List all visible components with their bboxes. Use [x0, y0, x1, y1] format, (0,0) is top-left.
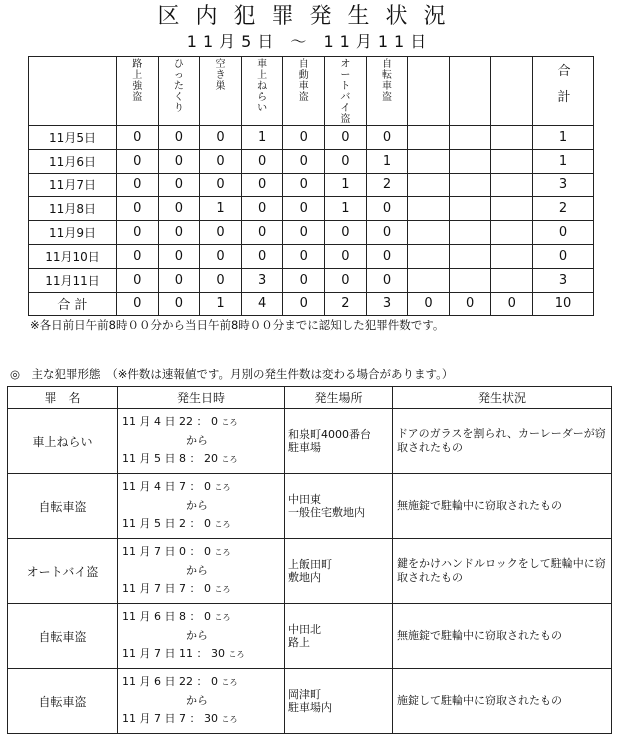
stats-column-header [325, 57, 367, 126]
stats-value-cell: 0 [325, 268, 367, 292]
place-line-2: 路上 [288, 636, 310, 649]
period: 11月5日 ～ 11月11日 [186, 32, 433, 51]
stats-value-cell [408, 221, 450, 245]
datetime-end [122, 645, 280, 664]
datetime-end [122, 515, 280, 534]
crime-name: 自転車盗 [8, 669, 118, 734]
stats-value-cell: 0 [241, 173, 283, 197]
stats-date-cell: 11月8日 [29, 197, 117, 221]
stats-value-cell [491, 268, 533, 292]
koro-label: ころ [221, 418, 238, 427]
stats-column-label: ひったくり [173, 59, 184, 114]
stats-column-label: 空き巣 [215, 59, 226, 92]
stats-total-cell: 0 [117, 292, 159, 316]
stats-value-cell: 0 [366, 126, 408, 150]
datetime-kara: から [186, 629, 208, 642]
header-datetime: 発生日時 [118, 387, 285, 409]
stats-column-label: 車上ねらい [257, 59, 268, 114]
note: ※各日前日午前8時００分から当日午前8時００分までに認知した犯罪件数です。 [30, 318, 445, 332]
stats-value-cell [491, 126, 533, 150]
stats-header-row [29, 57, 594, 126]
stats-value-cell: 0 [366, 268, 408, 292]
stats-corner-cell [29, 57, 117, 126]
koro-label: ころ [221, 455, 238, 464]
stats-row [29, 197, 594, 221]
stats-column-header [366, 57, 408, 126]
stats-value-cell: 0 [241, 244, 283, 268]
stats-value-cell: 1 [533, 149, 594, 173]
crime-datetime [118, 539, 285, 604]
stats-value-cell [408, 244, 450, 268]
stats-row [29, 221, 594, 245]
stats-value-cell [408, 173, 450, 197]
place-line-1: 岡津町 [288, 688, 321, 701]
stats-column-header [449, 57, 491, 126]
datetime-kara: から [186, 434, 208, 447]
stats-row [29, 268, 594, 292]
stats-value-cell [408, 197, 450, 221]
stats-value-cell: 0 [325, 149, 367, 173]
crime-place [285, 539, 393, 604]
crime-datetime [118, 604, 285, 669]
end-time: 11 月 7 日 7 ： 0 [122, 582, 211, 595]
stats-total-cell: 0 [408, 292, 450, 316]
stats-value-cell: 0 [283, 149, 325, 173]
stats-value-cell: 0 [283, 221, 325, 245]
stats-value-cell [408, 268, 450, 292]
koro-label: ころ [221, 715, 238, 724]
crime-status: 鍵をかけハンドルロックをして駐輪中に窃取されたもの [393, 539, 612, 604]
datetime-start [122, 608, 280, 627]
stats-value-cell: 0 [158, 197, 200, 221]
datetime-kara: から [186, 694, 208, 707]
crime-status: 無施錠で駐輪中に窃取されたもの [393, 604, 612, 669]
stats-value-cell [449, 268, 491, 292]
header-name: 罪 名 [8, 387, 118, 409]
stats-value-cell: 0 [283, 244, 325, 268]
header-place: 発生場所 [285, 387, 393, 409]
stats-value-cell: 0 [117, 197, 159, 221]
stats-column-label: 自動車盗 [298, 59, 309, 103]
stats-value-cell: 0 [283, 126, 325, 150]
stats-value-cell [449, 244, 491, 268]
stats-value-cell: 0 [533, 244, 594, 268]
stats-value-cell: 0 [158, 126, 200, 150]
stats-value-cell: 0 [117, 126, 159, 150]
stats-total-cell: 4 [241, 292, 283, 316]
koro-label: ころ [214, 520, 231, 529]
stats-value-cell: 0 [241, 221, 283, 245]
crime-name: 車上ねらい [8, 409, 118, 474]
stats-value-cell: 0 [325, 221, 367, 245]
stats-column-header [283, 57, 325, 126]
datetime-start [122, 413, 280, 432]
stats-value-cell: 1 [200, 197, 242, 221]
stats-column-label: 自転車盗 [381, 59, 392, 103]
stats-value-cell: 0 [200, 268, 242, 292]
datetime-kara: から [186, 499, 208, 512]
stats-column-label: オートバイ盗 [340, 59, 351, 125]
stats-total-cell: 1 [200, 292, 242, 316]
stats-value-cell: 0 [158, 244, 200, 268]
koro-label: ころ [221, 678, 238, 687]
stats-value-cell: 0 [200, 149, 242, 173]
crime-datetime [118, 669, 285, 734]
stats-value-cell: 0 [158, 221, 200, 245]
stats-row [29, 126, 594, 150]
stats-column-header [158, 57, 200, 126]
stats-total-cell: 0 [449, 292, 491, 316]
crime-name: 自転車盗 [8, 474, 118, 539]
stats-value-cell: 0 [241, 197, 283, 221]
stats-value-cell [491, 173, 533, 197]
stats-value-cell: 0 [325, 244, 367, 268]
crime-row [8, 409, 612, 474]
stats-column-header [491, 57, 533, 126]
stats-table [28, 56, 594, 316]
start-time: 11 月 6 日 8 ： 0 [122, 610, 211, 623]
stats-total-cell: 0 [491, 292, 533, 316]
crime-status: 施錠して駐輪中に窃取されたもの [393, 669, 612, 734]
crime-name: 自転車盗 [8, 604, 118, 669]
stats-value-cell [491, 197, 533, 221]
crime-datetime [118, 409, 285, 474]
stats-column-label: 路上強盗 [132, 59, 143, 103]
stats-date-cell: 11月6日 [29, 149, 117, 173]
stats-column-header [117, 57, 159, 126]
stats-date-cell: 11月10日 [29, 244, 117, 268]
crime-row [8, 604, 612, 669]
datetime-end [122, 580, 280, 599]
crimes-table [7, 386, 612, 734]
place-line-2: 駐車場内 [288, 701, 332, 714]
koro-label: ころ [214, 585, 231, 594]
stats-value-cell: 1 [366, 149, 408, 173]
crimes-header-row [8, 387, 612, 409]
stats-date-cell: 11月7日 [29, 173, 117, 197]
stats-value-cell: 0 [117, 149, 159, 173]
stats-value-cell [491, 221, 533, 245]
stats-value-cell: 0 [200, 126, 242, 150]
stats-value-cell: 0 [366, 221, 408, 245]
stats-column-header [408, 57, 450, 126]
crime-row [8, 669, 612, 734]
header-status: 発生状況 [393, 387, 612, 409]
stats-value-cell: 0 [158, 268, 200, 292]
crime-place [285, 409, 393, 474]
end-time: 11 月 5 日 8 ： 20 [122, 452, 218, 465]
start-time: 11 月 4 日 22 ： 0 [122, 415, 218, 428]
koro-label: ころ [214, 483, 231, 492]
start-time: 11 月 6 日 22 ： 0 [122, 675, 218, 688]
stats-row [29, 244, 594, 268]
stats-value-cell [449, 126, 491, 150]
stats-date-cell: 11月9日 [29, 221, 117, 245]
stats-column-header [200, 57, 242, 126]
stats-date-cell: 11月5日 [29, 126, 117, 150]
stats-value-cell: 0 [200, 173, 242, 197]
place-line-2: 駐車場 [288, 441, 321, 454]
stats-value-cell: 1 [241, 126, 283, 150]
stats-value-cell [449, 221, 491, 245]
end-time: 11 月 7 日 7 ： 30 [122, 712, 218, 725]
koro-label: ころ [214, 613, 231, 622]
stats-value-cell: 0 [200, 221, 242, 245]
datetime-kara: から [186, 564, 208, 577]
crime-place [285, 474, 393, 539]
stats-value-cell [491, 149, 533, 173]
stats-total-row [29, 292, 594, 316]
stats-value-cell: 2 [366, 173, 408, 197]
crime-name: オートバイ盗 [8, 539, 118, 604]
stats-total-cell: 10 [533, 292, 594, 316]
datetime-end [122, 450, 280, 469]
stats-total-cell: 0 [283, 292, 325, 316]
stats-value-cell [491, 244, 533, 268]
stats-value-cell [408, 126, 450, 150]
start-time: 11 月 7 日 0 ： 0 [122, 545, 211, 558]
end-time: 11 月 7 日 11 ： 30 [122, 647, 225, 660]
stats-value-cell [449, 173, 491, 197]
koro-label: ころ [228, 650, 245, 659]
stats-total-cell: 2 [325, 292, 367, 316]
stats-value-cell: 0 [366, 197, 408, 221]
koro-label: ころ [214, 548, 231, 557]
stats-value-cell: 0 [283, 173, 325, 197]
stats-value-cell: 0 [325, 126, 367, 150]
stats-value-cell: 0 [158, 173, 200, 197]
stats-value-cell: 1 [325, 197, 367, 221]
stats-column-label: 合計 [557, 64, 571, 105]
end-time: 11 月 5 日 2 ： 0 [122, 517, 211, 530]
stats-value-cell: 0 [117, 268, 159, 292]
stats-value-cell [449, 149, 491, 173]
stats-total-label: 合 計 [29, 292, 117, 316]
datetime-start [122, 543, 280, 562]
datetime-start [122, 673, 280, 692]
stats-value-cell: 0 [158, 149, 200, 173]
crime-datetime [118, 474, 285, 539]
crime-status: ドアのガラスを割られ、カーレーダーが窃取されたもの [393, 409, 612, 474]
crime-status: 無施錠で駐輪中に窃取されたもの [393, 474, 612, 539]
stats-value-cell: 2 [533, 197, 594, 221]
section-heading: ◎ 主な犯罪形態 （※件数は速報値です。月別の発生件数は変わる場合があります。） [10, 367, 454, 381]
stats-column-header [533, 57, 594, 126]
stats-value-cell: 0 [200, 244, 242, 268]
crime-place [285, 604, 393, 669]
stats-row [29, 149, 594, 173]
stats-value-cell: 1 [533, 126, 594, 150]
place-line-1: 和泉町4000番台 [288, 428, 371, 441]
stats-value-cell [449, 197, 491, 221]
place-line-1: 中田北 [288, 623, 321, 636]
stats-row [29, 173, 594, 197]
stats-value-cell [408, 149, 450, 173]
stats-value-cell: 0 [241, 149, 283, 173]
stats-total-cell: 0 [158, 292, 200, 316]
stats-value-cell: 0 [533, 221, 594, 245]
stats-value-cell: 0 [283, 197, 325, 221]
place-line-2: 一般住宅敷地内 [288, 506, 365, 519]
stats-value-cell: 0 [117, 221, 159, 245]
place-line-1: 中田東 [288, 493, 321, 506]
crime-place [285, 669, 393, 734]
datetime-start [122, 478, 280, 497]
stats-total-cell: 3 [366, 292, 408, 316]
stats-value-cell: 1 [325, 173, 367, 197]
crime-row [8, 539, 612, 604]
stats-value-cell: 0 [117, 244, 159, 268]
stats-value-cell: 3 [533, 268, 594, 292]
stats-date-cell: 11月11日 [29, 268, 117, 292]
stats-value-cell: 3 [533, 173, 594, 197]
place-line-1: 上飯田町 [288, 558, 332, 571]
stats-value-cell: 0 [283, 268, 325, 292]
place-line-2: 敷地内 [288, 571, 321, 584]
stats-column-header [241, 57, 283, 126]
datetime-end [122, 710, 280, 729]
stats-value-cell: 0 [366, 244, 408, 268]
stats-value-cell: 3 [241, 268, 283, 292]
crime-row [8, 474, 612, 539]
stats-value-cell: 0 [117, 173, 159, 197]
page-title: 区内犯罪発生状況 [157, 4, 462, 29]
start-time: 11 月 4 日 7 ： 0 [122, 480, 211, 493]
